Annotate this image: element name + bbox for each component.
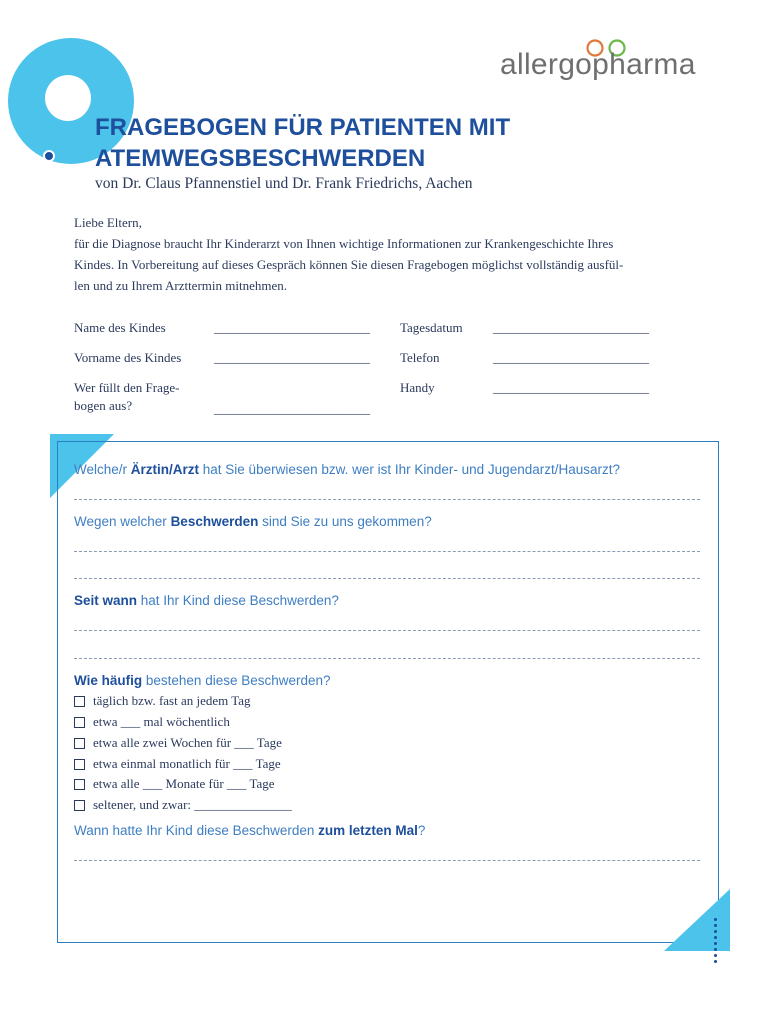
frequency-option[interactable]: täglich bzw. fast an jedem Tag	[74, 693, 251, 709]
question-since-when: Seit wann hat Ihr Kind diese Beschwerden?	[74, 593, 339, 608]
answer-line[interactable]	[74, 860, 700, 861]
question-last-time: Wann hatte Ihr Kind diese Beschwerden zum letzten Mal?	[74, 823, 426, 838]
mobile-field[interactable]: ________________________	[493, 380, 649, 395]
intro-line: len und zu Ihrem Arzttermin mitnehmen.	[74, 278, 287, 293]
decorative-circle-hole	[45, 75, 91, 121]
title-line-1: FRAGEBOGEN FÜR PATIENTEN MIT	[95, 114, 511, 141]
checkbox[interactable]	[74, 800, 85, 811]
intro-line: Kindes. In Vorbereitung auf dieses Gespräch können Sie diesen Fragebogen möglichst vollständig ausfül-	[74, 257, 624, 272]
frequency-option[interactable]: etwa ___ mal wöchentlich	[74, 714, 230, 730]
name-field[interactable]: ________________________	[214, 320, 370, 335]
phone-field[interactable]: ________________________	[493, 350, 649, 365]
answer-line[interactable]	[74, 578, 700, 579]
filler-label: Wer füllt den Frage-	[74, 380, 180, 395]
logo-text: allergopharma	[500, 48, 696, 81]
checkbox[interactable]	[74, 717, 85, 728]
answer-line[interactable]	[74, 499, 700, 500]
question-complaints: Wegen welcher Beschwerden sind Sie zu uns gekommen?	[74, 514, 432, 529]
answer-line[interactable]	[74, 658, 700, 659]
title-line-2: ATEMWEGSBESCHWERDEN	[95, 145, 426, 172]
decorative-dot	[43, 150, 55, 162]
mobile-label: Handy	[400, 380, 435, 395]
filler-field[interactable]: ________________________	[214, 401, 370, 416]
checkbox[interactable]	[74, 696, 85, 707]
answer-line[interactable]	[74, 630, 700, 631]
checkbox[interactable]	[74, 779, 85, 790]
frequency-option[interactable]: seltener, und zwar: _______________	[74, 797, 292, 813]
intro-text	[74, 212, 724, 296]
authors-subtitle: von Dr. Claus Pfannenstiel und Dr. Frank Friedrichs, Aachen	[95, 175, 473, 192]
allergopharma-logo	[500, 38, 740, 88]
decorative-dots	[713, 918, 719, 966]
date-field[interactable]: ________________________	[493, 320, 649, 335]
frequency-option[interactable]: etwa alle zwei Wochen für ___ Tage	[74, 735, 282, 751]
date-label: Tagesdatum	[400, 320, 463, 335]
filler-label-2: bogen aus?	[74, 398, 133, 413]
vorname-label: Vorname des Kindes	[74, 350, 182, 365]
checkbox[interactable]	[74, 759, 85, 770]
question-referring-doctor: Welche/r Ärztin/Arzt hat Sie überwiesen bzw. wer ist Ihr Kinder- und Jugendarzt/Hausarzt?	[74, 462, 620, 477]
page-title	[95, 112, 655, 174]
intro-greeting: Liebe Eltern,	[74, 215, 142, 230]
intro-line: für die Diagnose braucht Ihr Kinderarzt von Ihnen wichtige Informationen zur Krankengeschichte Ihres	[74, 236, 614, 251]
frequency-option[interactable]: etwa alle ___ Monate für ___ Tage	[74, 776, 275, 792]
question-frequency: Wie häufig bestehen diese Beschwerden?	[74, 673, 331, 688]
phone-label: Telefon	[400, 350, 440, 365]
name-label: Name des Kindes	[74, 320, 166, 335]
frequency-option[interactable]: etwa einmal monatlich für ___ Tage	[74, 756, 281, 772]
vorname-field[interactable]: ________________________	[214, 350, 370, 365]
answer-line[interactable]	[74, 551, 700, 552]
decorative-triangle	[664, 889, 730, 951]
checkbox[interactable]	[74, 738, 85, 749]
